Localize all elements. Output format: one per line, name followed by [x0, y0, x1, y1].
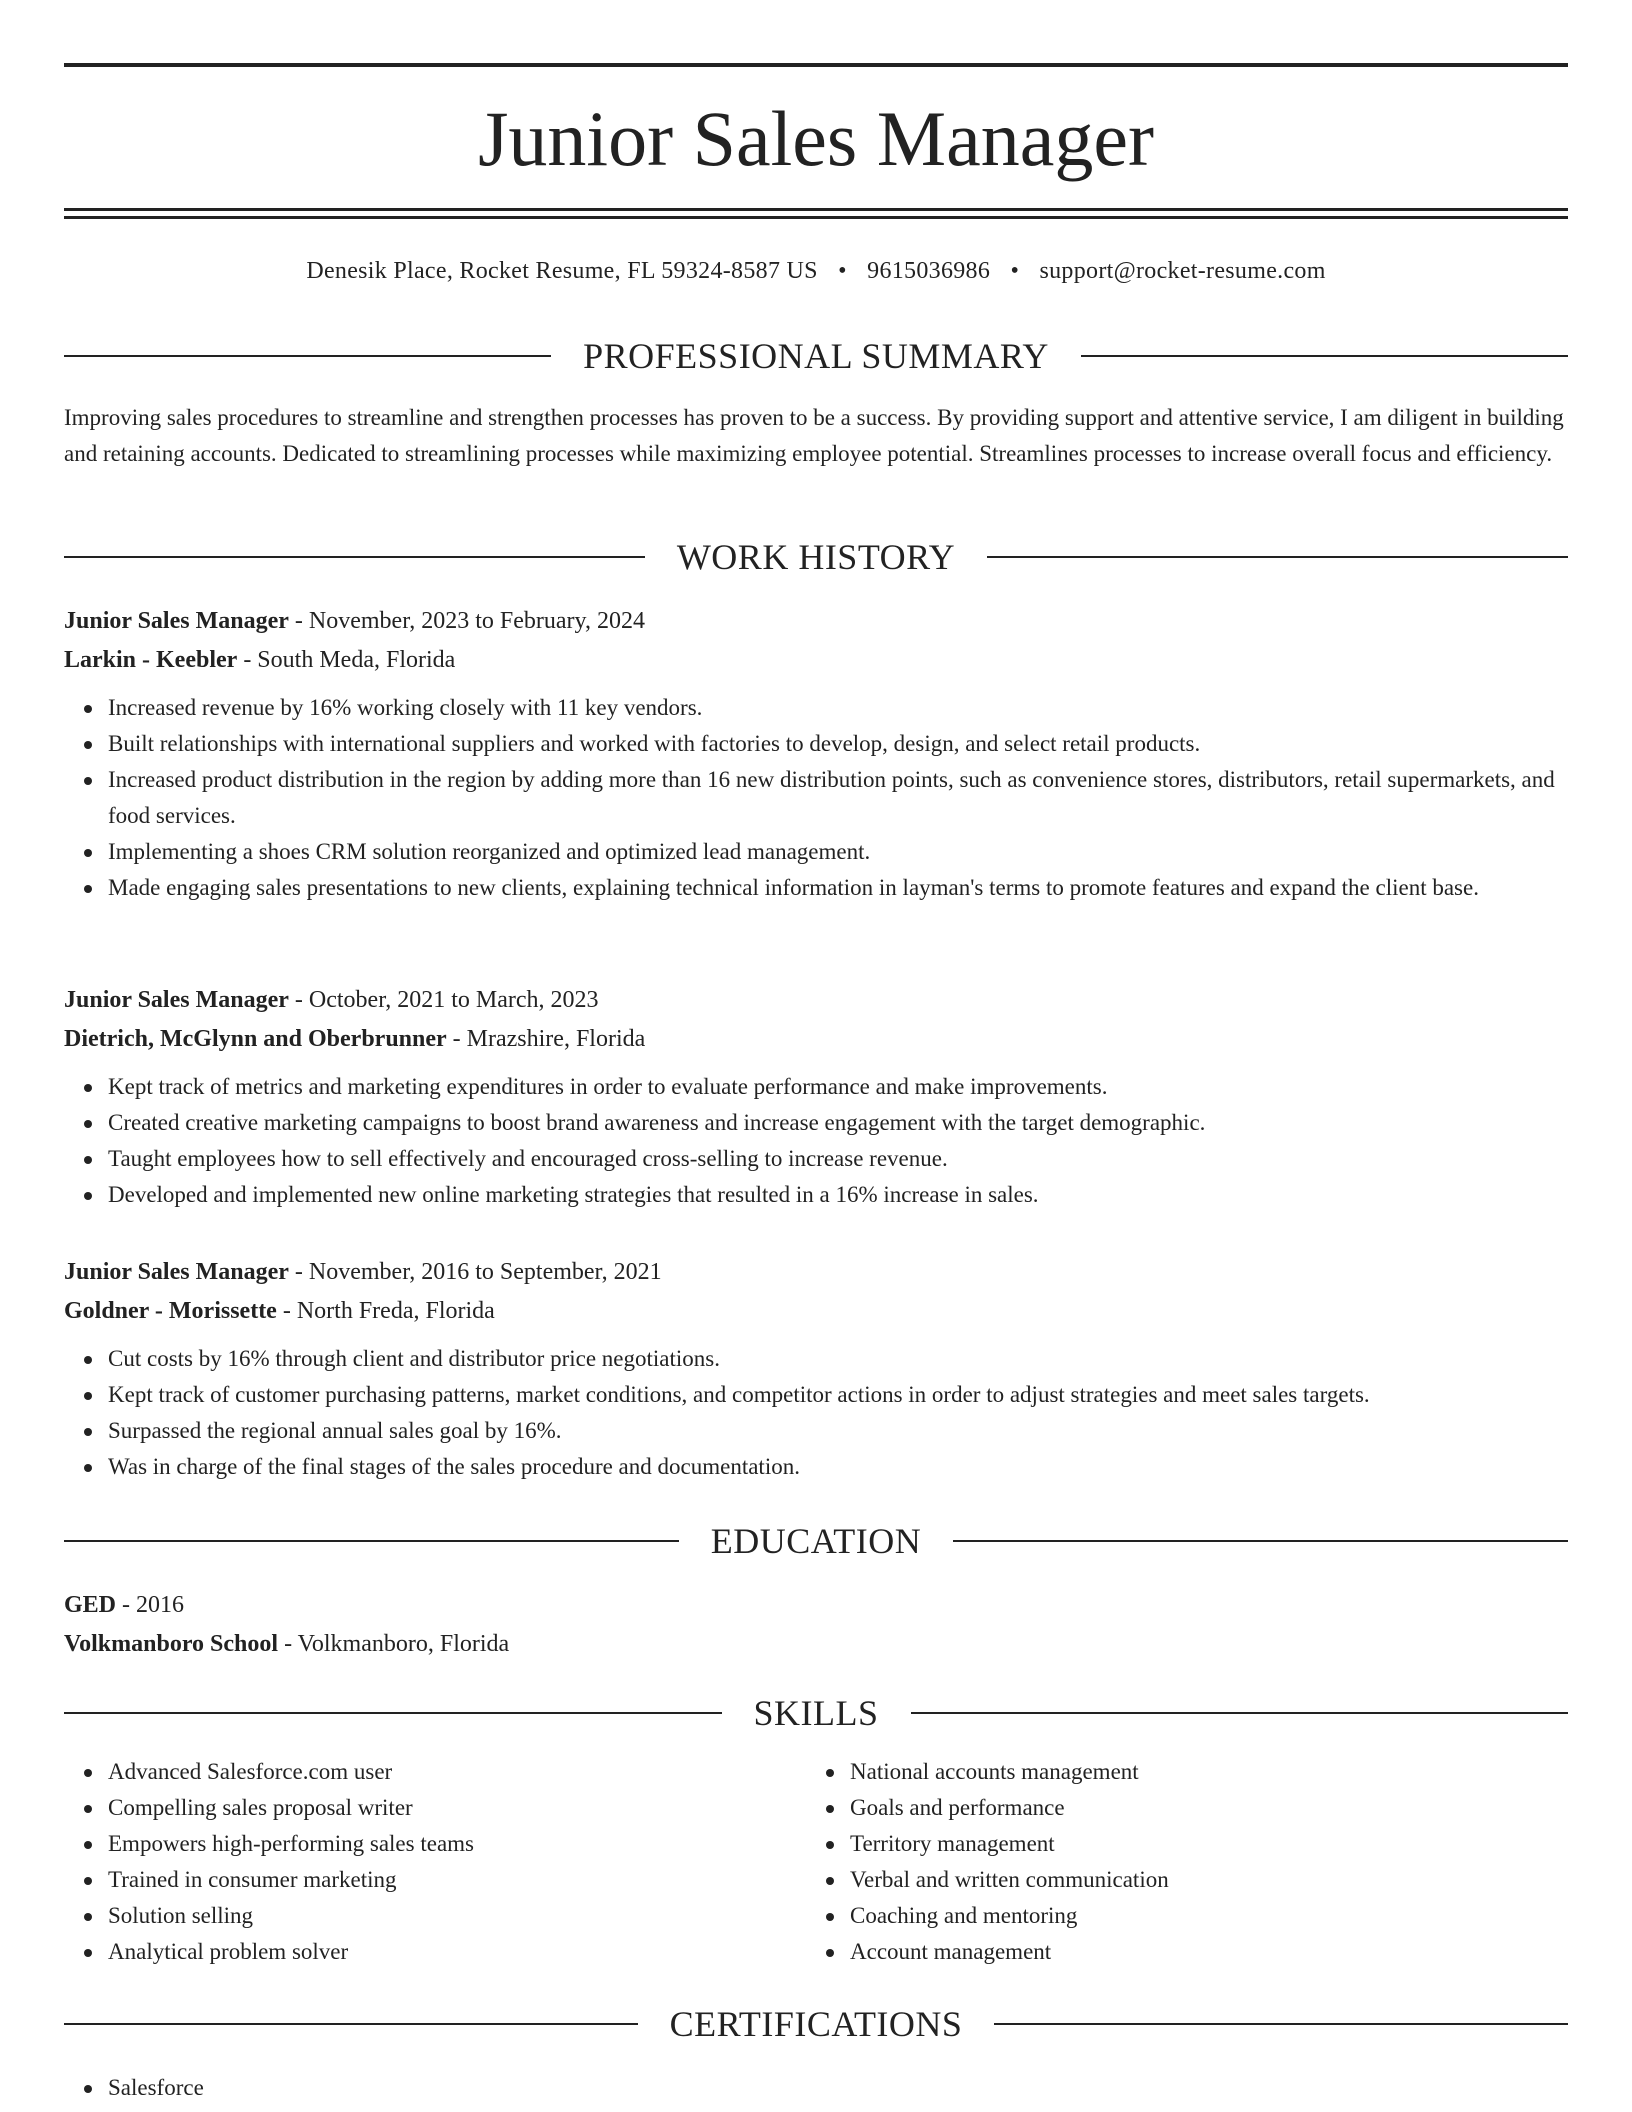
job-bullet: Implementing a shoes CRM solution reorganized and optimized lead management. — [108, 834, 1568, 870]
skill-item: Coaching and mentoring — [850, 1898, 1546, 1934]
section-rule — [64, 1712, 722, 1714]
skills-column-left — [64, 1754, 804, 1970]
job-company: Goldner - Morissette — [64, 1298, 277, 1324]
job-bullet: Made engaging sales presentations to new clients, explaining technical information in layman's terms to promote features and expand the client base. — [108, 870, 1568, 906]
education-degree: GED — [64, 1592, 117, 1618]
section-header-certifications — [64, 2002, 1568, 2046]
section-rule — [953, 1540, 1568, 1542]
skill-item: Verbal and written communication — [850, 1862, 1546, 1898]
job-title-line — [64, 1253, 1568, 1292]
job-bullet: Increased revenue by 16% working closely with 11 key vendors. — [108, 690, 1568, 726]
section-title: CERTIFICATIONS — [669, 2004, 963, 2044]
job-bullets — [64, 1341, 1568, 1485]
job-bullet: Built relationships with international suppliers and worked with factories to develop, design, and select retail products. — [108, 726, 1568, 762]
skill-item: Analytical problem solver — [108, 1934, 804, 1970]
skill-item: Account management — [850, 1934, 1546, 1970]
skill-item: Compelling sales proposal writer — [108, 1790, 804, 1826]
skill-item: Territory management — [850, 1826, 1546, 1862]
section-rule — [64, 2023, 638, 2025]
contact-address: Denesik Place, Rocket Resume, FL 59324-8587 US — [306, 258, 818, 284]
job-company: Larkin - Keebler — [64, 647, 238, 673]
section-rule — [64, 1540, 679, 1542]
contact-phone: 9615036986 — [867, 258, 991, 284]
job-dates: - November, 2023 to February, 2024 — [288, 608, 645, 634]
section-rule — [64, 355, 551, 357]
section-title: EDUCATION — [710, 1521, 922, 1561]
section-title: PROFESSIONAL SUMMARY — [583, 336, 1049, 376]
contact-email: support@rocket-resume.com — [1039, 258, 1326, 284]
section-title: WORK HISTORY — [676, 537, 956, 577]
job-company: Dietrich, McGlynn and Oberbrunner — [64, 1026, 447, 1052]
job-bullets — [64, 690, 1568, 906]
job-location: - South Meda, Florida — [237, 647, 456, 673]
job-location: - North Freda, Florida — [276, 1298, 495, 1324]
job-dates: - November, 2016 to September, 2021 — [288, 1259, 662, 1285]
job-bullet: Increased product distribution in the region by adding more than 16 new distribution points, such as convenience stores, distributors, retail supermarkets, and food services. — [108, 762, 1568, 834]
contact-separator: • — [838, 258, 847, 284]
job-bullet: Kept track of metrics and marketing expenditures in order to evaluate performance and make improvements. — [108, 1069, 1568, 1105]
skill-item: Solution selling — [108, 1898, 804, 1934]
job-bullet: Created creative marketing campaigns to boost brand awareness and increase engagement with the target demographic. — [108, 1105, 1568, 1141]
section-rule — [987, 556, 1568, 558]
resume-title: Junior Sales Manager — [478, 95, 1154, 182]
skill-item: Goals and performance — [850, 1790, 1546, 1826]
education-location: - Volkmanboro, Florida — [278, 1631, 510, 1657]
job-bullet: Was in charge of the final stages of the sales procedure and documentation. — [108, 1449, 1568, 1485]
job-entry — [64, 602, 1568, 906]
summary-text: Improving sales procedures to streamline and strengthen processes has proven to be a success. By providing support and attentive service, I am diligent in building and retaining accounts. Dedicated to streamlining processes while maximizing employee potential. Streamlines processes to increase overall focus and efficiency. — [64, 405, 1564, 466]
title-rule-lower — [64, 216, 1568, 219]
job-dates: - October, 2021 to March, 2023 — [288, 987, 599, 1013]
job-title-line — [64, 981, 1568, 1020]
job-title: Junior Sales Manager — [64, 1259, 289, 1285]
skills-list — [64, 1754, 804, 1970]
section-header-skills — [64, 1691, 1568, 1735]
job-title-line — [64, 602, 1568, 641]
section-rule — [64, 556, 645, 558]
education-school: Volkmanboro School — [64, 1631, 279, 1657]
skills-column-right — [806, 1754, 1546, 1970]
job-bullets — [64, 1069, 1568, 1213]
certifications-list — [64, 2070, 1568, 2106]
job-entry — [64, 981, 1568, 1213]
job-bullet: Kept track of customer purchasing patterns, market conditions, and competitor actions in order to adjust strategies and meet sales targets. — [108, 1377, 1568, 1413]
section-title: SKILLS — [753, 1693, 879, 1733]
section-rule — [911, 1712, 1569, 1714]
skills-list — [806, 1754, 1546, 1970]
contact-separator: • — [1010, 258, 1020, 284]
section-rule — [1081, 355, 1568, 357]
skill-item: National accounts management — [850, 1754, 1546, 1790]
certification-item: Salesforce — [108, 2070, 1568, 2106]
contact-line — [64, 256, 1568, 286]
skill-item: Empowers high-performing sales teams — [108, 1826, 804, 1862]
job-company-line — [64, 641, 1568, 680]
section-rule — [994, 2023, 1568, 2025]
job-bullet: Cut costs by 16% through client and distributor price negotiations. — [108, 1341, 1568, 1377]
education-school-line — [64, 1625, 1568, 1664]
section-header-summary — [64, 334, 1568, 378]
job-title: Junior Sales Manager — [64, 987, 289, 1013]
job-company-line — [64, 1020, 1568, 1059]
top-rule — [64, 63, 1568, 67]
job-bullet: Taught employees how to sell effectively and encouraged cross-selling to increase revenue. — [108, 1141, 1568, 1177]
section-header-work — [64, 535, 1568, 579]
education-degree-line — [64, 1586, 1568, 1625]
certifications-block — [64, 2070, 1568, 2106]
skill-item: Trained in consumer marketing — [108, 1862, 804, 1898]
skill-item: Advanced Salesforce.com user — [108, 1754, 804, 1790]
title-rule-upper — [64, 208, 1568, 211]
section-header-education — [64, 1519, 1568, 1563]
education-year: - 2016 — [116, 1592, 185, 1618]
job-entry — [64, 1253, 1568, 1485]
job-bullet: Developed and implemented new online marketing strategies that resulted in a 16% increase in sales. — [108, 1177, 1568, 1213]
job-bullet: Surpassed the regional annual sales goal by 16%. — [108, 1413, 1568, 1449]
job-location: - Mrazshire, Florida — [446, 1026, 646, 1052]
job-title: Junior Sales Manager — [64, 608, 289, 634]
job-company-line — [64, 1292, 1568, 1331]
education-entry — [64, 1586, 1568, 1664]
